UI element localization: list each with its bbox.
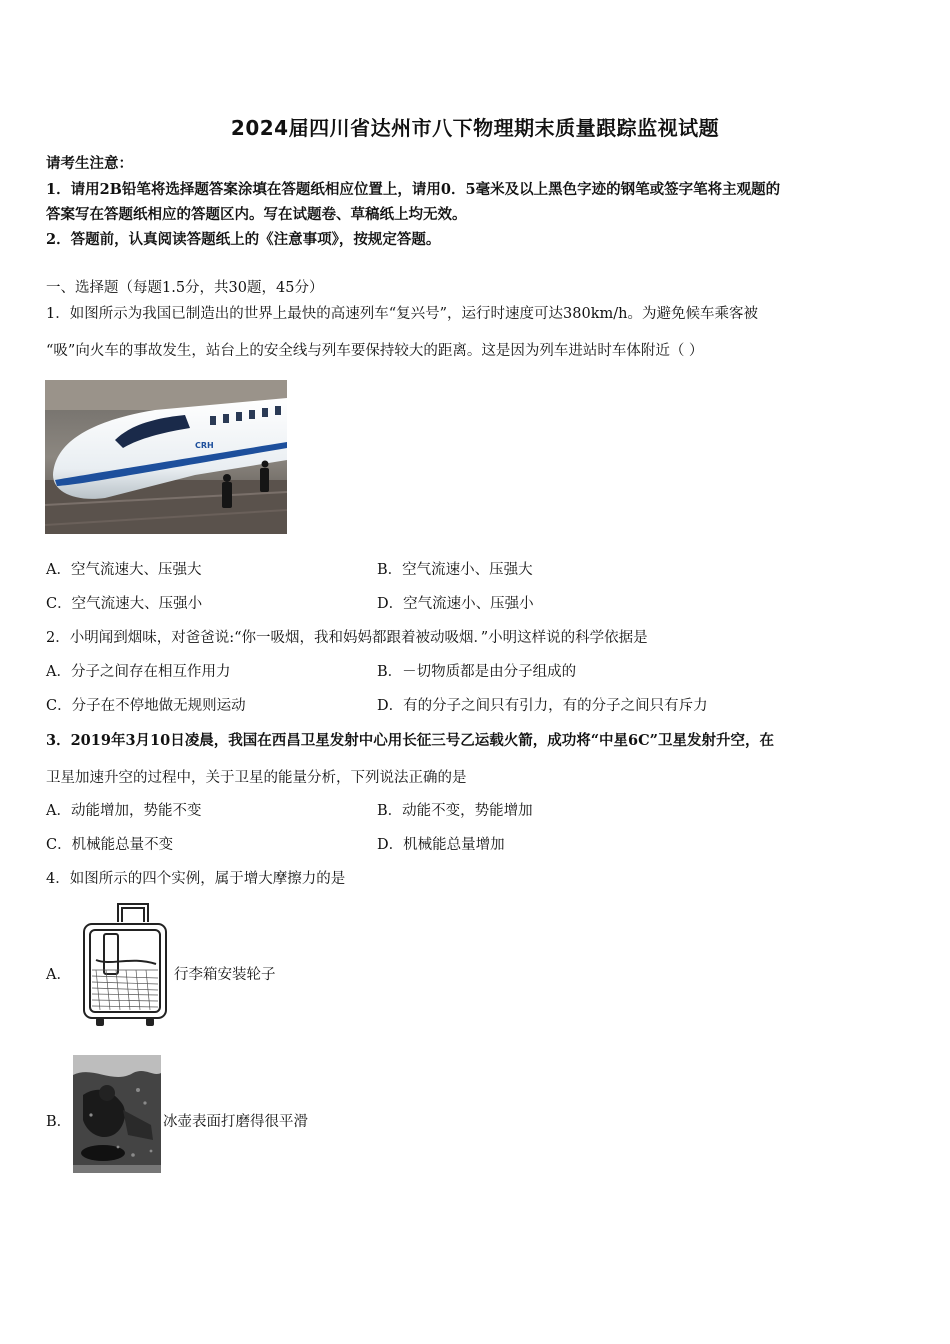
train-logo-text: CRH — [195, 441, 214, 450]
notice-item-1-line-2: 答案写在答题纸相应的答题区内。写在试题卷、草稿纸上均无效。 — [46, 206, 467, 223]
q2-option-c[interactable]: C．分子在不停地做无规则运动 — [46, 698, 246, 714]
q4-option-a-letter[interactable]: A． — [46, 967, 71, 983]
q1-option-b[interactable]: B．空气流速小、压强大 — [377, 562, 533, 578]
bullet-train-photo — [45, 380, 287, 534]
q1-option-c[interactable]: C．空气流速大、压强小 — [46, 596, 203, 612]
q3-stem-line-2: 卫星加速升空的过程中，关于卫星的能量分析，下列说法正确的是 — [46, 770, 467, 786]
q1-option-a[interactable]: A．空气流速大、压强大 — [46, 562, 202, 578]
q3-option-b[interactable]: B．动能不变，势能增加 — [377, 803, 533, 819]
q2-option-a[interactable]: A．分子之间存在相互作用力 — [46, 664, 231, 680]
q1-option-d[interactable]: D．空气流速小、压强小 — [377, 596, 534, 612]
section-heading: 一、选择题（每题1.5分，共30题，45分） — [46, 280, 324, 296]
notice-item-2: 2．答题前，认真阅读答题纸上的《注意事项》，按规定答题。 — [46, 231, 441, 248]
q4-option-a-text[interactable]: 行李箱安装轮子 — [174, 967, 276, 983]
curling-photo — [73, 1055, 161, 1173]
q2-stem: 2．小明闻到烟味，对爸爸说:“你一吸烟，我和妈妈都跟着被动吸烟．”小明这样说的科学依据是 — [46, 630, 648, 646]
q3-option-a[interactable]: A．动能增加，势能不变 — [46, 803, 202, 819]
q1-stem-line-2: “吸”向火车的事故发生，站台上的安全线与列车要保持较大的距离。这是因为列车进站时车体附近（ ） — [46, 343, 704, 359]
q3-option-d[interactable]: D．机械能总量增加 — [377, 837, 505, 853]
suitcase-illustration — [76, 900, 172, 1032]
q2-option-d[interactable]: D．有的分子之间只有引力，有的分子之间只有斥力 — [377, 698, 708, 714]
q4-stem: 4．如图所示的四个实例，属于增大摩擦力的是 — [46, 871, 346, 887]
q3-option-c[interactable]: C．机械能总量不变 — [46, 837, 174, 853]
q2-option-b[interactable]: B．－切物质都是由分子组成的 — [377, 664, 577, 680]
q3-stem-line-1: 3．2019年3月10日凌晨，我国在西昌卫星发射中心用长征三号乙运载火箭，成功将“中星6C”卫星发射升空，在 — [46, 732, 775, 749]
page-title: 2024届四川省达州市八下物理期末质量跟踪监视试题 — [230, 116, 720, 140]
q4-option-b-letter[interactable]: B． — [46, 1114, 72, 1130]
notice-item-1-line-1: 1．请用2B铅笔将选择题答案涂填在答题纸相应位置上，请用0．5毫米及以上黑色字迹的钢笔或签字笔将主观题的 — [46, 181, 781, 198]
q4-option-b-text[interactable]: 冰壶表面打磨得很平滑 — [163, 1114, 308, 1130]
notice-heading: 请考生注意： — [46, 155, 133, 172]
q1-stem-line-1: 1．如图所示为我国已制造出的世界上最快的高速列车“复兴号”，运行时速度可达380km/h。为避免候车乘客被 — [46, 306, 758, 322]
